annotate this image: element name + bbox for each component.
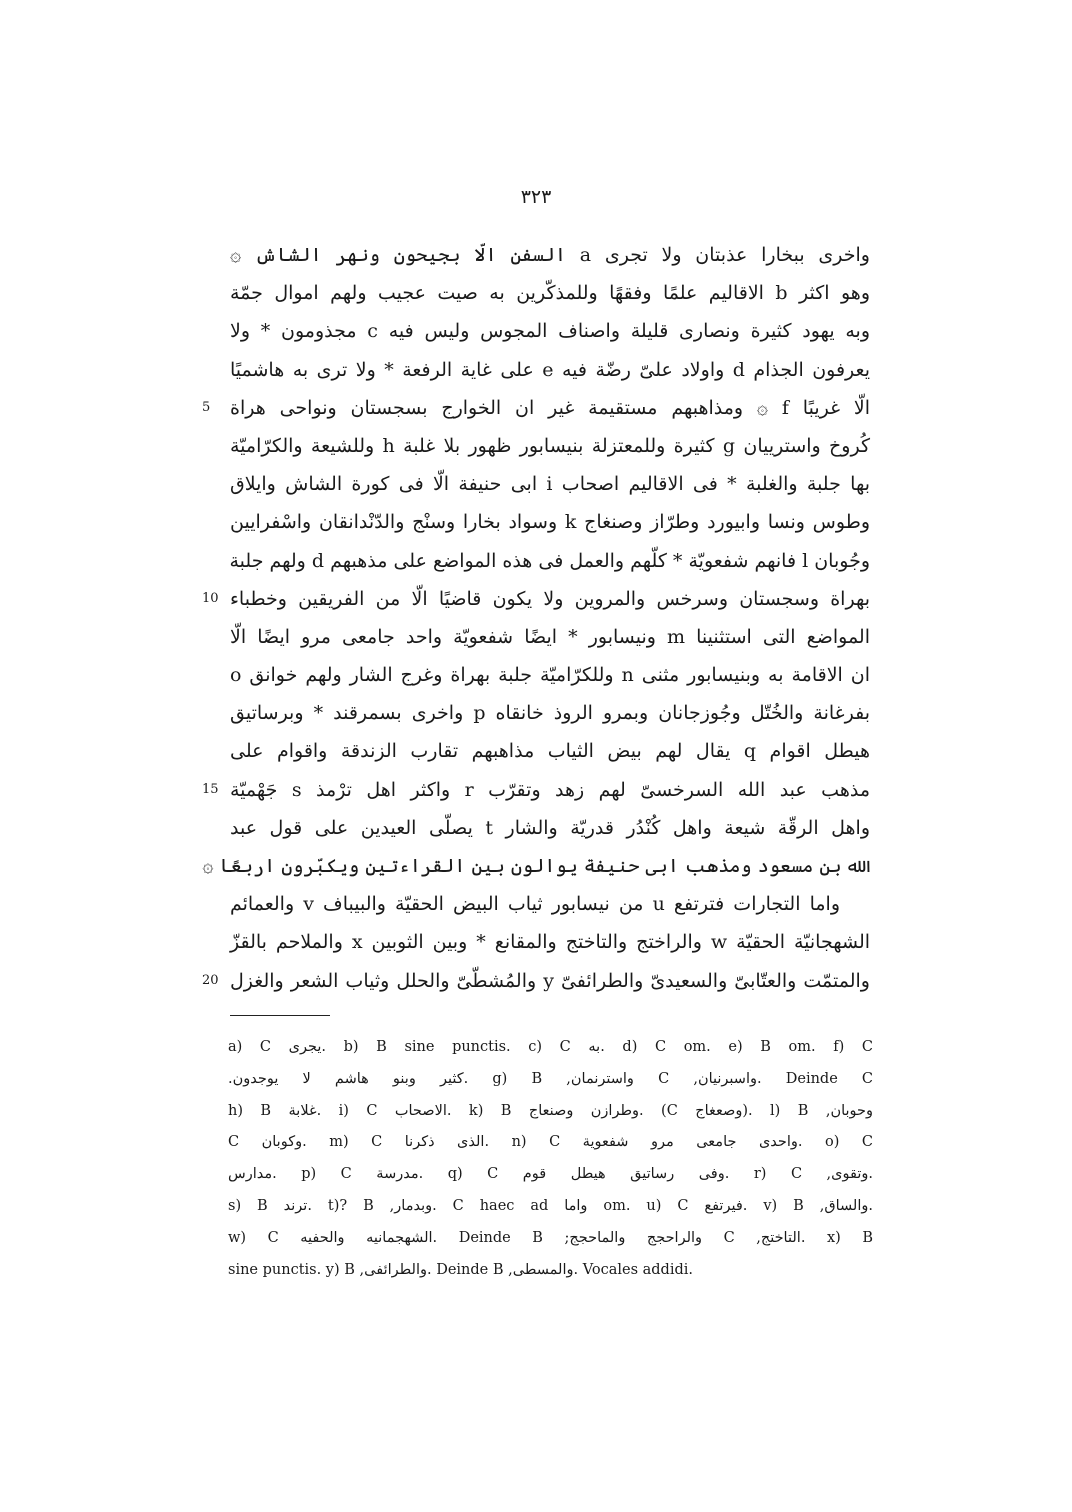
text-line-content: ان الاقامة به وبنيسابور مثنى n وللكرّاميّة جلبة بهراة وغرج الشار ولهم خوانق o xyxy=(230,664,870,687)
text-line-content: واهل الرقّة شيعة واهل كُنْدُر قدريّة والشار t يصلّى العيدين على قول عبد xyxy=(230,816,870,839)
text-line-content: بها جلبة والغلبة * فى الاقاليم اصحاب i ابى حنيفة الّا فى كورة الشاش وايلاق xyxy=(230,473,870,496)
text-line-content: بهراة وسجستان وسرخس والمروين ولا يكون قاضيًا الّا من الفريقين وخطباء xyxy=(230,587,870,610)
text-line xyxy=(230,885,870,923)
footnote-line: مدارس. p) C مدرسة. q) C وفى رساتيق هيطل قوم. r) C ,وتقوى. xyxy=(228,1166,873,1183)
text-line-content: بفرغانة والخُتّل وجُوزجانان وبمرو الروذ خانقاه p واخرى بسمرقند * وبرساتيق xyxy=(230,702,870,725)
text-line xyxy=(202,962,870,1000)
line-number: 10 xyxy=(202,590,219,606)
footnote-divider xyxy=(230,1015,330,1016)
text-line xyxy=(202,847,870,885)
text-line-content: والمتمّت والعتّابىّ والسعيدىّ والطرائفىّ y والمُشطّىّ والحلل وثياب الشعر والغزل xyxy=(230,969,870,992)
text-line-content: واما التجارات فترتفع u من نيسابور ثياب البيض الحقيّة والبيباف v والعمائم xyxy=(230,893,841,916)
text-line xyxy=(230,351,870,389)
text-line xyxy=(230,656,870,694)
text-line-content: الشهجانيّة الحقيّة w والراختج والتاختج والمقانع * وبين الثوبين x والملاحم بالقزّ xyxy=(230,931,871,954)
text-line-content: وجُوبان l فانهم شفعويّة * كلّهم والعمل فى هذه المواضع على مذهبهم d ولهم جلبة xyxy=(229,549,870,572)
text-line-content: وبه يهود كثيرة ونصارى قليلة واصناف المجوس وليس فيه c مجذومون * ولا xyxy=(230,320,870,343)
text-line xyxy=(202,580,870,618)
text-line-content: الّا غريبًا f ۞ ومذاهبهم مستقيمة غير ان الخوارج بسجستان ونواحى هراة xyxy=(230,396,870,419)
line-number: 20 xyxy=(202,972,219,988)
footnote-line: .كثير وبنو هاشم لا يوجدون. g) B ,واسترنمان C ,واسبرنيان. Deinde C xyxy=(228,1070,874,1087)
footnote-line: h) B غلابة. i) C الاصحاب. k) B وطرازن وصنعاج. (C وصعغاج). l) B ,وحوبان xyxy=(228,1102,873,1119)
text-line xyxy=(230,312,870,350)
text-line xyxy=(230,427,870,465)
text-line xyxy=(230,465,870,503)
text-line xyxy=(230,694,870,732)
text-line xyxy=(202,771,871,809)
text-line xyxy=(230,809,870,847)
text-line-content: المواضع التى استثنينا m ونيسابور * ايضًا شفعويّة واحد جامعى مرو ايضًا الّا xyxy=(230,625,870,648)
text-line-content: كُروخ واسترييان g كثيرة وللمعتزلة بنيسابور ظهور بلا غلبة h وللشيعة والكرّاميّة xyxy=(230,434,871,457)
line-number: 15 xyxy=(202,781,219,797)
text-line xyxy=(230,542,870,580)
text-line-content: مذهب عبد الله السرخسىّ لهم زهد وتقرّب r واكثر اهل ترْمذ s جَهْميّة xyxy=(230,778,871,801)
line-number: 5 xyxy=(202,399,211,415)
text-line-content: يعرفون الجذام d واولاد علىّ رضّة فيه e على غاية الرفعة * ولا ترى به هاشميًا xyxy=(230,358,870,381)
page-number: ٣٢٣ xyxy=(520,186,552,208)
text-line-content: وهو اكثر b الاقاليم علمًا وفقهًا وللمذكّرين به صيت عجيب ولهم اموال جمّة xyxy=(230,282,870,305)
text-line-content: الله بن مسعود ومذهب ابى حنيفة يوالون بين القراءتين ويكبّرون اربعًا ۞ xyxy=(202,855,870,877)
text-line-content: هيطل اقوام q يقال لهم بيض الثياب مذاهبهم تقارب الزندقة واقوام على xyxy=(230,740,870,763)
footnote-line: s) B ترند. t)? B ,وبدمار. C haec ad واما om. u) C فيرتفع. v) B ,والساق. xyxy=(228,1197,873,1214)
text-line xyxy=(202,389,870,427)
text-line xyxy=(230,503,870,541)
text-line xyxy=(230,923,870,961)
footnote-line: sine punctis. y) B ,والطرائفى. Deinde B ,والمسطى. Vocales addidi. xyxy=(228,1261,693,1278)
main-text-block xyxy=(202,236,871,1000)
text-line xyxy=(230,236,870,274)
text-line xyxy=(230,732,870,770)
text-line xyxy=(230,618,870,656)
footnote-line: C وكوبان. m) C الذى ذكرنا. n) C واحدى جامعى مرو شفعوية. o) C xyxy=(228,1134,874,1151)
text-line xyxy=(230,274,870,312)
text-line-content: واخرى ببخارا عذبتان ولا تجرى a السفن الّا بجيحون ونهر الشاش ۞ xyxy=(230,244,870,266)
footnote-line: a) C يجرى. b) B sine punctis. c) C به. d) C om. e) B om. f) C xyxy=(228,1039,873,1055)
text-line-content: وطوس ونسا وابيورد وطرّاز وصنغاج k وسواد بخارا وسنْج والدّنْدانقان واسْفرايين xyxy=(230,511,870,534)
footnote-line: w) C الشهجمانيه والحفيه. Deinde B ;والراحجج والماحجج C ,التاختج. x) B xyxy=(228,1229,874,1246)
footnotes-block xyxy=(228,1032,873,1286)
